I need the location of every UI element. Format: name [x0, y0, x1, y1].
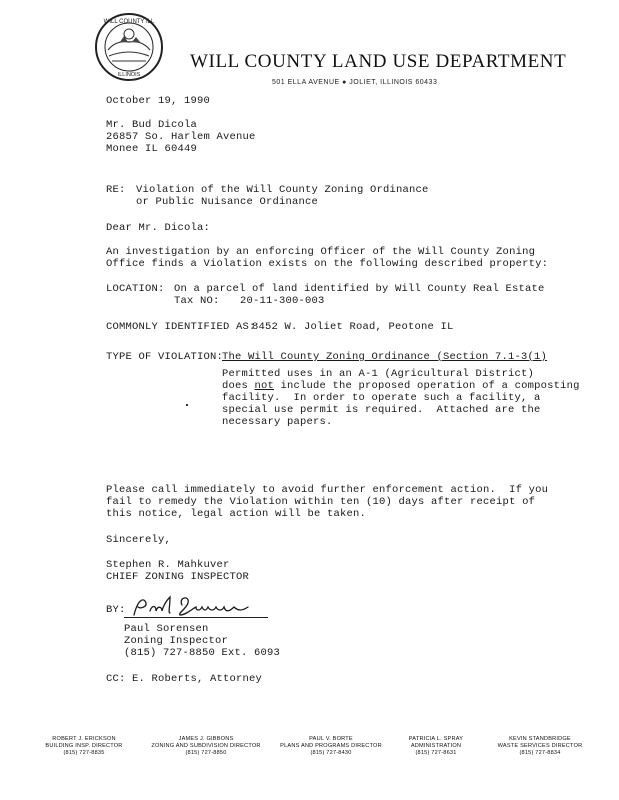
- seal-text-bottom: ILLINOIS: [117, 72, 141, 78]
- location-label: LOCATION:: [106, 283, 165, 295]
- closing-line: this notice, legal action will be taken.: [106, 508, 367, 520]
- department-name: WILL COUNTY LAND USE DEPARTMENT: [190, 51, 567, 72]
- staff-name: PAUL V. BORTE: [309, 736, 353, 742]
- recipient-line: Mr. Bud Dicola: [106, 119, 198, 131]
- staff-role: BUILDING INSP. DIRECTOR: [45, 743, 123, 749]
- staff-role: ZONING AND SUBDIVISION DIRECTOR: [151, 743, 261, 749]
- violation-label: TYPE OF VIOLATION:: [106, 351, 224, 363]
- staff-phone: (815) 727-8835: [63, 750, 105, 756]
- staff-name: KEVIN STANDBRIDGE: [509, 736, 571, 742]
- staff-role: ADMINISTRATION: [410, 743, 462, 749]
- closing-line: fail to remedy the Violation within ten (10) days after receipt of: [106, 496, 536, 508]
- staff-name: PATRICIA L. SPRAY: [408, 736, 464, 742]
- tax-number: 20-11-300-003: [240, 295, 325, 307]
- inspector-block: [124, 623, 280, 659]
- seal-text-top: WILL COUNTY ILL: [103, 19, 155, 25]
- violation-line: Permitted uses in an A-1 (Agricultural District): [222, 368, 535, 380]
- staff-phone: (815) 727-8834: [519, 750, 561, 756]
- violation-text: does: [222, 380, 255, 392]
- staff-role: PLANS AND PROGRAMS DIRECTOR: [280, 743, 382, 749]
- signer-name: Stephen R. Mahkuver: [106, 559, 230, 571]
- footer-staff: [34, 736, 134, 757]
- sincerely: Sincerely,: [106, 534, 172, 546]
- staff-name: JAMES J. GIBBONS: [178, 736, 234, 742]
- county-seal: [94, 12, 164, 82]
- staff-name: ROBERT J. ERICKSON: [52, 736, 116, 742]
- intro-line: Office finds a Violation exists on the following described property:: [106, 258, 549, 270]
- violation-text: include the proposed operation of a composting: [274, 380, 580, 392]
- signature-icon: [130, 593, 260, 621]
- closing-paragraph: [106, 484, 548, 520]
- closing-line: Please call immediately to avoid further enforcement action. If you: [106, 484, 549, 496]
- recipient-line: 26857 So. Harlem Avenue: [106, 131, 256, 143]
- inspector-name: Paul Sorensen: [124, 623, 209, 635]
- common-value: 8452 W. Joliet Road, Peotone IL: [252, 321, 454, 333]
- re-line: Violation of the Will County Zoning Ordinance: [136, 184, 429, 196]
- staff-phone: (815) 727-8631: [415, 750, 457, 756]
- location-text: On a parcel of land identified by Will County Real Estate: [174, 283, 545, 295]
- violation-line: necessary papers.: [222, 416, 333, 428]
- re-label: RE:: [106, 184, 126, 196]
- intro-line: An investigation by an enforcing Officer of the Will County Zoning: [106, 246, 536, 258]
- footer-staff: [394, 736, 478, 757]
- department-address: 501 ELLA AVENUE ● JOLIET, ILLINOIS 60433: [272, 79, 438, 86]
- cc-line: CC: E. Roberts, Attorney: [106, 673, 263, 685]
- signer-title: CHIEF ZONING INSPECTOR: [106, 571, 250, 583]
- violation-line: facility. In order to operate such a facility, a: [222, 392, 541, 404]
- staff-phone: (815) 727-8850: [185, 750, 227, 756]
- violation-emphasis: not: [254, 380, 275, 392]
- stray-mark: [186, 404, 188, 406]
- footer-staff: [144, 736, 268, 757]
- letter-date: October 19, 1990: [106, 95, 211, 107]
- re-line: or Public Nuisance Ordinance: [136, 196, 319, 208]
- violation-title: The Will County Zoning Ordinance (Section 7.1-3(1): [222, 351, 548, 363]
- by-label: BY:: [106, 604, 126, 616]
- recipient-block: [106, 119, 256, 155]
- recipient-line: Monee IL 60449: [106, 143, 198, 155]
- county-seal-icon: [94, 12, 164, 82]
- handwritten-signature: [130, 593, 260, 626]
- violation-line: special use permit is required. Attached are the: [222, 404, 541, 416]
- violation-body: [222, 368, 580, 428]
- inspector-phone: (815) 727-8850 Ext. 6093: [124, 647, 281, 659]
- footer-staff: [490, 736, 590, 757]
- tax-label: Tax NO:: [174, 295, 220, 307]
- inspector-title: Zoning Inspector: [124, 635, 229, 647]
- footer-staff: [276, 736, 386, 757]
- violation-line: [222, 380, 580, 392]
- staff-phone: (815) 727-8430: [310, 750, 352, 756]
- re-subject: [136, 184, 429, 208]
- staff-role: WASTE SERVICES DIRECTOR: [497, 743, 583, 749]
- intro-paragraph: [106, 246, 548, 270]
- common-label: COMMONLY IDENTIFIED AS:: [106, 321, 256, 333]
- salutation: Dear Mr. Dicola:: [106, 222, 211, 234]
